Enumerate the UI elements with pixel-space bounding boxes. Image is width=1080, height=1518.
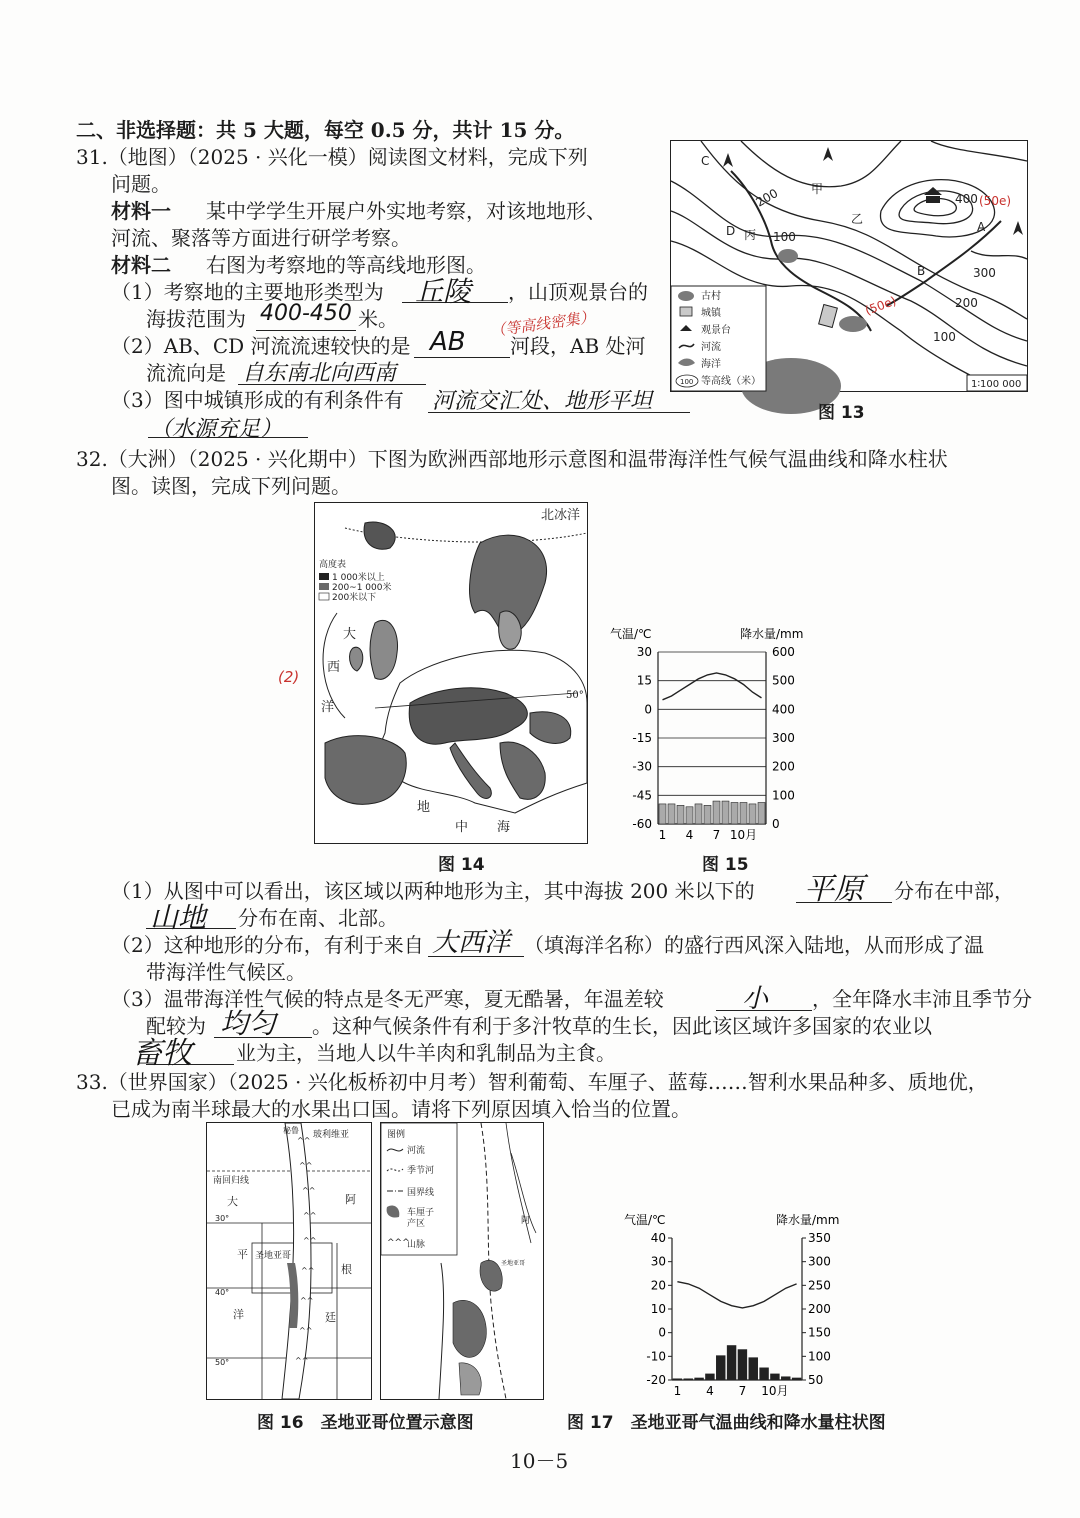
precip-bar [673,1379,682,1380]
svg-text:^^: ^^ [297,1136,311,1145]
precip-tick-label: 100 [808,1349,831,1364]
temp-tick-label: -60 [632,817,652,831]
q32-p3-text-e: 业为主，当地人以牛羊肉和乳制品为主食。 [236,1041,616,1065]
map-label: 大 [343,627,357,642]
map-label: 200米以下 [332,593,377,603]
map-label: 河流 [701,342,721,353]
month-tick-label: 7 [738,1384,747,1398]
q31-title-line2: 问题。 [111,172,171,196]
q31-material1-line2: 河流、聚落等方面进行研学考察。 [111,226,411,250]
precip-bar [716,1356,725,1380]
precip-bar [706,1374,715,1380]
map-label: 大 [227,1195,238,1208]
map-label: 北冰洋 [541,508,581,523]
map-label: 甲 [811,182,824,196]
temp-tick-label: 0 [658,1325,666,1340]
precip-tick-label: 200 [772,759,795,774]
q33-title-line2: 已成为南半球最大的水果出口国。请将下列原因填入恰当的位置。 [111,1097,691,1121]
svg-text:^^: ^^ [302,1186,316,1195]
q31-p3-answer-conditions: 河流交汇处、地形平坦 [432,389,653,414]
month-tick-label: 10月 [761,1384,789,1398]
q31-material1-line1: 某中学学生开展户外实地考察，对该地地形、 [206,199,606,223]
answer-blank [256,330,356,331]
map-label: 平 [237,1248,248,1261]
figure-14-margin-note: (2) [278,668,300,686]
map-label: 季节河 [407,1166,435,1176]
temperature-curve [663,673,762,700]
precip-bar [695,804,702,824]
month-tick-label: 1 [658,828,667,842]
temp-tick-label: -30 [632,759,652,774]
precip-bar [704,805,711,824]
figure-14-europe-map [314,502,588,844]
precip-tick-label: 50 [808,1373,824,1387]
map-label: 200 [955,296,978,310]
temp-tick-label: -45 [632,788,652,803]
precip-tick-label: 150 [808,1325,831,1340]
map-label: 1∶100 000 [971,379,1022,390]
map-label: 洋 [233,1308,244,1321]
q32-p2-answer-ocean: 大西洋 [432,928,511,958]
map-label: 中 [455,820,469,835]
precip-tick-label: 350 [808,1231,831,1245]
figure-15-climate-chart [610,620,832,850]
q32-p1-answer-mountain: 山地 [150,901,207,934]
temp-tick-label: -20 [646,1373,666,1387]
map-label: 南回归线 [213,1176,250,1186]
figure-14-caption: 图 14 [438,855,485,875]
q31-p1-red-note: （等高线密集） [489,307,596,341]
map-label: 海洋 [701,359,721,370]
q31-material2-label: 材料二 [111,253,171,277]
q31-material2-line1: 右图为考察地的等高线地形图。 [206,253,486,277]
precip-tick-label: 600 [772,645,795,659]
map-label: 高度表 [319,560,347,570]
precip-bar [727,1346,736,1380]
map-label: 洋 [321,700,335,715]
q31-p1-text-d: 米。 [358,307,398,331]
figure-13-contour-map [670,140,1028,392]
svg-text:^^^: ^^^ [387,1238,410,1248]
precip-axis-title: 降水量/mm [740,627,804,641]
map-label: 40° [215,1288,230,1297]
temp-tick-label: -10 [646,1349,666,1364]
precip-tick-label: 400 [772,702,795,717]
map-label: A [977,220,986,234]
q32-p3-text-a: （3）温带海洋性气候的特点是冬无严寒，夏无酷暑，年温差较 [111,987,664,1011]
month-tick-label: 10月 [729,828,758,842]
map-label: 廷 [325,1311,336,1324]
map-label: 100 [773,230,796,244]
figure-17-caption: 图 17 圣地亚哥气温曲线和降水量柱状图 [567,1413,886,1433]
map-label: 30° [215,1214,230,1223]
temp-tick-label: 10 [650,1302,666,1316]
map-label: 河流 [407,1146,426,1156]
precip-axis-title: 降水量/mm [776,1213,840,1227]
q31-p2-text-a: （2）AB、CD 河流流速较快的是 [111,334,411,358]
section-header: 二、非选择题：共 5 大题，每空 0.5 分，共计 15 分。 [76,118,575,142]
precip-bar [738,1350,747,1380]
svg-text:^^: ^^ [300,1296,314,1305]
svg-text:^^: ^^ [303,1236,317,1245]
q32-p3-answer-livestock: 畜牧 [132,1036,192,1071]
q31-material1-label: 材料一 [111,199,171,223]
precip-bar [731,803,738,825]
svg-text:^^: ^^ [301,1266,315,1275]
svg-text:^^: ^^ [299,1161,313,1170]
lookout-icon [924,187,942,203]
q31-p1-text-a: （1）考察地的主要地形类型为 [111,280,384,304]
map-label: (50e) [863,293,899,318]
temp-axis-title: 气温/℃ [624,1213,666,1227]
map-label: C [701,154,710,168]
q31-p2-answer-direction: 自东南北向西南 [242,361,397,386]
map-label: 200~1 000米 [332,583,392,593]
map-label: 山脉 [407,1240,426,1250]
q32-title-line2: 图。读图，完成下列问题。 [111,474,351,498]
svg-text:产区: 产区 [407,1219,426,1229]
month-tick-label: 4 [706,1384,714,1398]
map-label: 阿 [345,1193,356,1206]
svg-text:^^: ^^ [299,1326,313,1335]
map-label: 400 [955,192,978,206]
q32-p1-answer-plain: 平原 [804,872,864,907]
map-label: 图例 [387,1130,406,1140]
figure-17-climate-chart [624,1200,864,1404]
q32-p1-text-c: 分布在南、北部。 [238,906,398,930]
precip-tick-label: 500 [772,673,795,688]
month-tick-label: 1 [673,1384,682,1398]
precip-bar [740,803,747,825]
month-tick-label: 7 [712,828,721,842]
precip-bar [771,1374,780,1380]
q32-p2-text-a: （2）这种地形的分布，有利于来自 [111,933,424,957]
map-label: 1 000米以上 [332,573,385,583]
temperature-curve [677,1282,796,1308]
map-label: 圣地亚哥 [255,1251,292,1261]
precip-tick-label: 300 [772,731,795,745]
precip-bar [758,803,765,825]
q32-p3-answer-small: 小 [742,984,769,1014]
figure-16-cherry-region-map [380,1122,544,1400]
map-label: 西 [327,660,341,675]
map-label: 乙 [851,212,864,226]
svg-text:^^: ^^ [295,1356,309,1365]
q31-p3-answer-extra: （水源充足） [150,417,283,442]
precip-tick-label: 300 [808,1254,831,1269]
q32-p3-text-c: 配较为 [146,1014,206,1038]
precip-bar [749,1358,758,1380]
q31-p3-text-a: （3）图中城镇形成的有利条件有 [111,388,404,412]
temp-tick-label: 15 [636,673,652,688]
q31-p1-answer-landform: 丘陵 [415,275,472,308]
map-label: (50e) [979,194,1012,208]
svg-text:车厘子: 车厘子 [407,1208,435,1218]
map-label: 国界线 [407,1188,435,1198]
precip-bar [677,805,684,824]
precip-bar [722,801,729,824]
map-label: 秘鲁 [283,1126,299,1135]
temp-tick-label: 40 [650,1231,666,1245]
map-label: 古村 [701,291,721,302]
page-number: 10－5 [510,1449,569,1473]
answer-blank [148,437,308,438]
precip-bar [695,1378,704,1380]
map-label: 200 [753,186,781,210]
q31-title-line1: 31.（地图）（2025 · 兴化一模）阅读图文材料，完成下列 [76,145,588,169]
map-label: 等高线（米） [701,376,761,387]
precip-bar [760,1368,769,1380]
q32-p3-text-b: ，全年降水丰沛且季节分 [812,987,1032,1011]
temp-tick-label: -15 [632,731,652,745]
chart17-svg [624,1200,864,1404]
map-label: 丙 [744,228,757,242]
figure-14-latitude-label: 50° [566,690,584,701]
precip-tick-label: 0 [772,817,780,831]
map-label: 100 [933,330,956,344]
q31-p1-text-c: 海拔范围为 [146,307,246,331]
q31-p2-text-b: 河段，AB 处河 [510,334,646,358]
temp-tick-label: 30 [636,645,652,659]
map-label: 海 [497,820,511,835]
precip-bar [668,804,675,824]
precip-tick-label: 100 [772,788,795,803]
map-label: 玻利维亚 [313,1130,350,1140]
q32-p1-text-a: （1）从图中可以看出，该区域以两种地形为主，其中海拔 200 米以下的 [111,879,755,903]
temp-axis-title: 气温/℃ [610,627,652,641]
temp-tick-label: 30 [650,1254,666,1269]
q31-p2-answer-segment: AB [430,327,466,357]
month-tick-label: 4 [685,828,694,842]
q31-p2-text-c: 流流向是 [146,361,226,385]
precip-bar [781,1377,790,1380]
figure-13-caption: 图 13 [818,403,865,423]
map-label: D [726,224,736,238]
q32-p3-text-d: 。这种气候条件有利于多汁牧草的生长，因此该区域许多国家的农业以 [312,1014,932,1038]
precip-tick-label: 250 [808,1278,831,1293]
contour-map-svg [671,141,1027,391]
precip-bar [659,804,666,824]
q32-p3-answer-even: 均匀 [220,1007,277,1040]
map-label: B [917,264,926,278]
svg-text:阿: 阿 [521,1216,531,1226]
svg-text:^^: ^^ [303,1211,317,1220]
q31-p1-text-b: ，山顶观景台的 [508,280,648,304]
precip-bar [713,801,720,824]
map-label: 300 [973,266,996,280]
svg-text:圣地亚哥: 圣地亚哥 [501,1260,526,1267]
map-label: 观景台 [701,325,731,336]
map-label: 地 [417,800,431,815]
temp-tick-label: 20 [650,1278,666,1293]
figure-16-caption: 图 16 圣地亚哥位置示意图 [257,1413,474,1433]
q32-p2-text-c: 带海洋性气候区。 [146,960,306,984]
q32-p2-text-b: （填海洋名称）的盛行西风深入陆地，从而形成了温 [524,933,984,957]
precip-bar [686,807,693,824]
map-label: 100 [680,378,694,386]
figure-15-caption: 图 15 [702,855,749,875]
figure-16-chile-map [206,1122,372,1400]
chart15-svg [610,620,832,850]
map-label: 50° [215,1358,230,1367]
precip-bar [684,1379,693,1380]
precip-bar [749,804,756,824]
precip-tick-label: 200 [808,1302,831,1316]
map-label: 城镇 [701,308,721,319]
q32-p1-text-b: 分布在中部， [894,879,1014,903]
q33-title-line1: 33.（世界国家）（2025 · 兴化板桥初中月考）智利葡萄、车厘子、蓝莓……智利水果品种多、质地优， [76,1070,988,1094]
temp-tick-label: 0 [644,702,652,717]
q31-p1-answer-elevation: 400-450 [260,301,352,326]
q32-title-line1: 32.（大洲）（2025 · 兴化期中）下图为欧洲西部地形示意图和温带海洋性气候气温曲线和降水柱状 [76,447,948,471]
answer-blank [414,357,510,358]
precip-bar [792,1378,801,1380]
map-label: 根 [341,1263,352,1276]
